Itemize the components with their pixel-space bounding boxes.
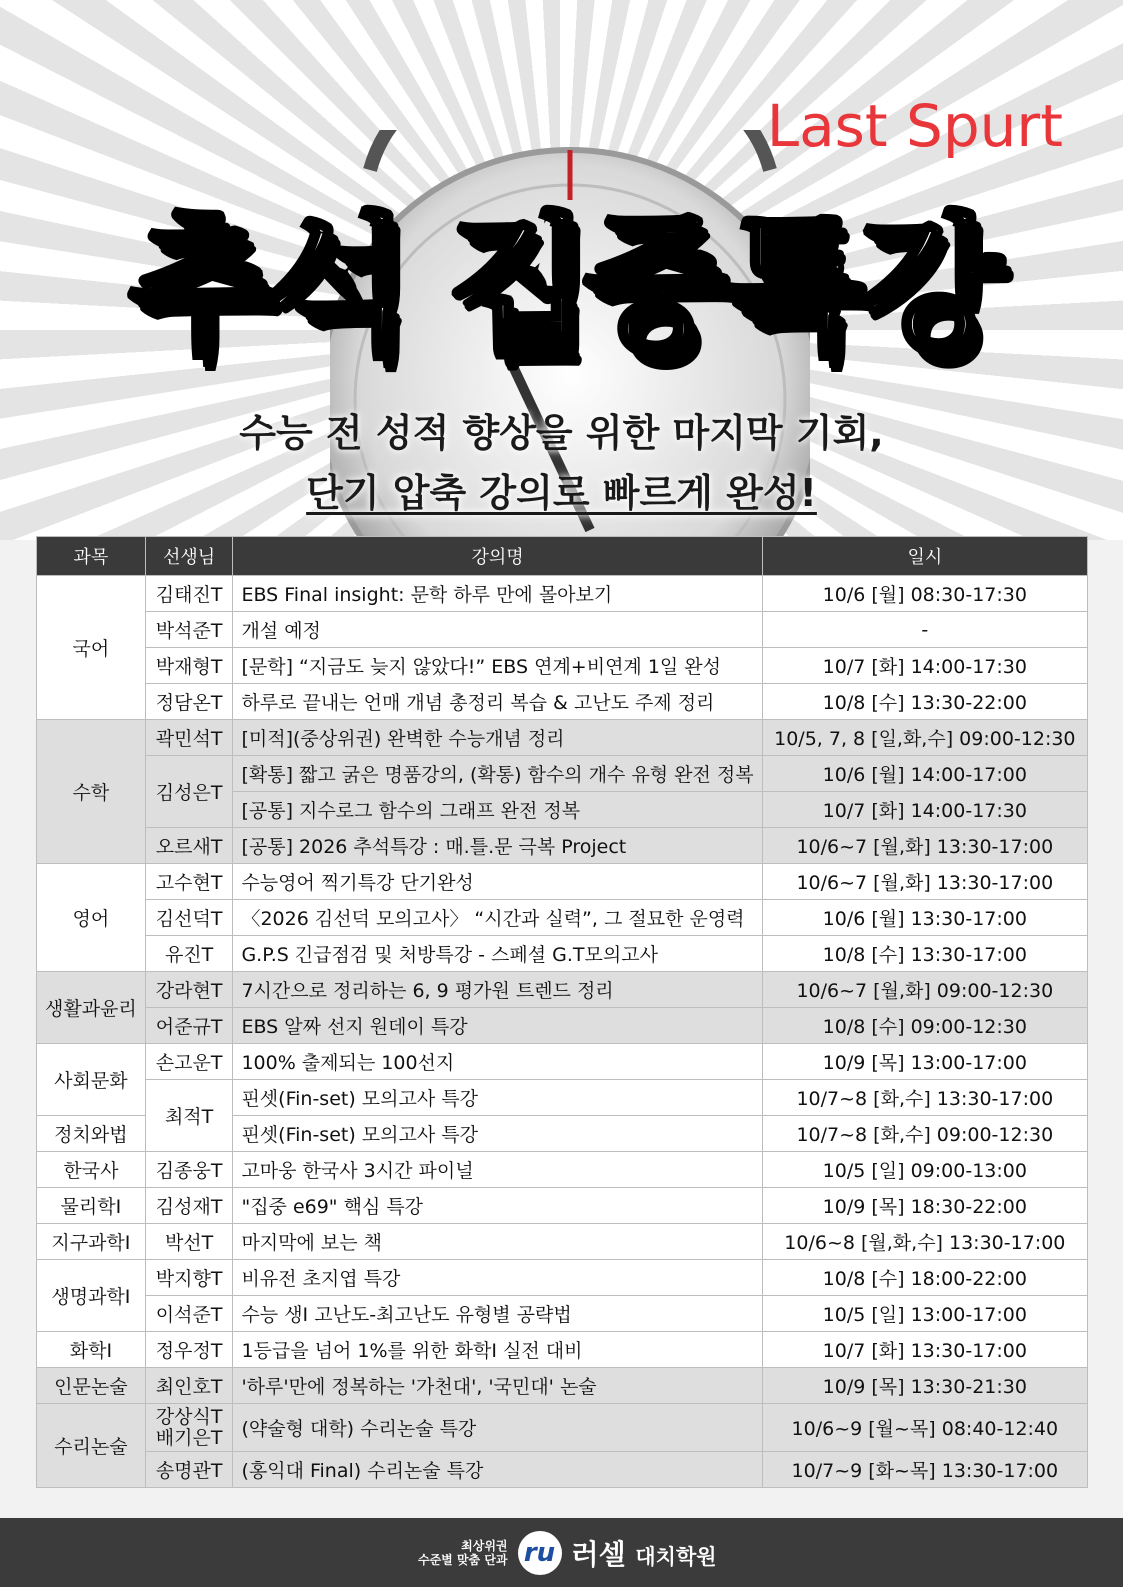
header-teacher: 선생님 [145,537,233,576]
subject-cell: 화학I [37,1332,146,1368]
table-row [37,1368,1088,1404]
date-cell: 10/9 [목] 13:30-21:30 [762,1368,1087,1404]
teacher-cell: 박재형T [145,648,233,684]
academy-logo [418,1531,717,1575]
brand-name: 러셀 [571,1538,626,1571]
table-row [37,648,1088,684]
lecture-cell: 비유전 초지엽 특강 [233,1260,762,1296]
date-cell: 10/7 [화] 13:30-17:00 [762,1332,1087,1368]
lecture-cell: (약술형 대학) 수리논술 특강 [233,1404,762,1452]
teacher-cell: 김성은T [145,756,233,828]
subject-cell: 인문논술 [37,1368,146,1404]
table-row [37,612,1088,648]
teacher-name: 배기은T [155,1426,223,1449]
lecture-cell: 하루로 끝내는 언매 개념 총정리 복습 & 고난도 주제 정리 [233,684,762,720]
logo-tagline-1: 최상위권 [461,1539,508,1553]
tagline: Last Spurt [766,92,1063,160]
header-date: 일시 [762,537,1087,576]
teacher-cell: 정우정T [145,1332,233,1368]
table-row [37,1452,1088,1488]
date-cell: - [762,612,1087,648]
lecture-cell: EBS Final insight: 문학 하루 만에 몰아보기 [233,576,762,612]
teacher-cell: 박선T [145,1224,233,1260]
teacher-cell: 박석준T [145,612,233,648]
date-cell: 10/6~7 [월,화] 13:30-17:00 [762,864,1087,900]
date-cell: 10/9 [목] 18:30-22:00 [762,1188,1087,1224]
date-cell: 10/7~8 [화,수] 09:00-12:30 [762,1116,1087,1152]
lecture-cell: 수능영어 찍기특강 단기완성 [233,864,762,900]
table-row [37,1188,1088,1224]
table-row [37,972,1088,1008]
logo-brand [572,1533,717,1573]
date-cell: 10/5 [일] 09:00-13:00 [762,1152,1087,1188]
date-cell: 10/6~8 [월,화,수] 13:30-17:00 [762,1224,1087,1260]
table-row [37,828,1088,864]
header-subject: 과목 [37,537,146,576]
subject-cell: 수리논술 [37,1404,146,1488]
table-row [37,1332,1088,1368]
page-title: 추석 집중특강 [128,200,995,374]
table-row [37,1152,1088,1188]
lecture-cell: [공통] 지수로그 함수의 그래프 완전 정복 [233,792,762,828]
date-cell: 10/6 [월] 08:30-17:30 [762,576,1087,612]
teacher-cell: 박지향T [145,1260,233,1296]
lecture-cell: [공통] 2026 추석특강 : 매.틀.문 극복 Project [233,828,762,864]
teacher-cell: 손고운T [145,1044,233,1080]
lecture-cell: 핀셋(Fin-set) 모의고사 특강 [233,1116,762,1152]
teacher-cell: 강라현T [145,972,233,1008]
date-cell: 10/8 [수] 18:00-22:00 [762,1260,1087,1296]
branch-name: 대치학원 [635,1545,717,1569]
teacher-cell: 곽민석T [145,720,233,756]
lecture-cell: 수능 생I 고난도-최고난도 유형별 공략법 [233,1296,762,1332]
lecture-cell: 마지막에 보는 책 [233,1224,762,1260]
subtitle-line-1: 수능 전 성적 향상을 위한 마지막 기회, [239,411,884,455]
lecture-cell: (홍익대 Final) 수리논술 특강 [233,1452,762,1488]
subject-cell: 물리학I [37,1188,146,1224]
lecture-cell: [미적](중상위권) 완벽한 수능개념 정리 [233,720,762,756]
lecture-cell: EBS 알짜 선지 원데이 특강 [233,1008,762,1044]
subject-cell: 정치와법 [37,1116,146,1152]
table-row [37,1008,1088,1044]
table-row [37,1080,1088,1116]
subject-cell: 국어 [37,576,146,720]
date-cell: 10/9 [목] 13:00-17:00 [762,1044,1087,1080]
table-row [37,756,1088,792]
lecture-cell: "집중 e69" 핵심 특강 [233,1188,762,1224]
date-cell: 10/6 [월] 13:30-17:00 [762,900,1087,936]
date-cell: 10/8 [수] 13:30-17:00 [762,936,1087,972]
lecture-cell: 1등급을 넘어 1%를 위한 화학I 실전 대비 [233,1332,762,1368]
table-header-row [37,537,1088,576]
lecture-cell: 7시간으로 정리하는 6, 9 평가원 트렌드 정리 [233,972,762,1008]
subject-cell: 생활과윤리 [37,972,146,1044]
teacher-cell: 김태진T [145,576,233,612]
date-cell: 10/8 [수] 13:30-22:00 [762,684,1087,720]
table-row [37,720,1088,756]
logo-tagline [418,1539,508,1567]
table-row [37,1260,1088,1296]
table-row [37,1224,1088,1260]
date-cell: 10/5, 7, 8 [일,화,수] 09:00-12:30 [762,720,1087,756]
date-cell: 10/7 [화] 14:00-17:30 [762,792,1087,828]
teacher-cell: 고수현T [145,864,233,900]
teacher-cell: 최인호T [145,1368,233,1404]
subject-cell: 한국사 [37,1152,146,1188]
date-cell: 10/8 [수] 09:00-12:30 [762,1008,1087,1044]
teacher-cell: 오르새T [145,828,233,864]
table-row [37,576,1088,612]
table-row [37,1296,1088,1332]
table-row [37,936,1088,972]
teacher-cell: 김성재T [145,1188,233,1224]
lecture-cell: [문학] “지금도 늦지 않았다!” EBS 연계+비연계 1일 완성 [233,648,762,684]
logo-tagline-2: 수준별 맞춤 단과 [418,1553,508,1567]
logo-mark-icon: ru [518,1531,562,1575]
date-cell: 10/7 [화] 14:00-17:30 [762,648,1087,684]
teacher-cell: 최적T [145,1080,233,1152]
teacher-cell: 어준규T [145,1008,233,1044]
table-row [37,684,1088,720]
subject-cell: 사회문화 [37,1044,146,1116]
table-row [37,864,1088,900]
table-row [37,900,1088,936]
date-cell: 10/7~9 [화~목] 13:30-17:00 [762,1452,1087,1488]
date-cell: 10/6 [월] 14:00-17:00 [762,756,1087,792]
header-lecture: 강의명 [233,537,762,576]
lecture-cell: 〈2026 김선덕 모의고사〉 “시간과 실력”, 그 절묘한 운영력 [233,900,762,936]
lecture-cell: G.P.S 긴급점검 및 처방특강 - 스페셜 G.T모의고사 [233,936,762,972]
subject-cell: 수학 [37,720,146,864]
date-cell: 10/6~7 [월,화] 13:30-17:00 [762,828,1087,864]
lecture-cell: 100% 출제되는 100선지 [233,1044,762,1080]
teacher-cell: 김선덕T [145,900,233,936]
schedule-table [36,536,1088,1488]
subject-cell: 생명과학I [37,1260,146,1332]
teacher-cell: 정담온T [145,684,233,720]
date-cell: 10/7~8 [화,수] 13:30-17:00 [762,1080,1087,1116]
subject-cell: 지구과학I [37,1224,146,1260]
date-cell: 10/6~7 [월,화] 09:00-12:30 [762,972,1087,1008]
lecture-cell: 고마웅 한국사 3시간 파이널 [233,1152,762,1188]
teacher-cell: 김종웅T [145,1152,233,1188]
date-cell: 10/6~9 [월~목] 08:40-12:40 [762,1404,1087,1452]
hero-banner [0,0,1123,540]
teacher-cell: 이석준T [145,1296,233,1332]
teacher-cell: 유진T [145,936,233,972]
date-cell: 10/5 [일] 13:00-17:00 [762,1296,1087,1332]
table-row [37,1044,1088,1080]
lecture-cell: 핀셋(Fin-set) 모의고사 특강 [233,1080,762,1116]
teacher-cell: 송명관T [145,1452,233,1488]
teacher-name: 강상식T [155,1405,223,1428]
subject-cell: 영어 [37,864,146,972]
lecture-cell: 개설 예정 [233,612,762,648]
lecture-cell: '하루'만에 정복하는 '가천대', '국민대' 논술 [233,1368,762,1404]
subtitle-line-2: 단기 압축 강의로 빠르게 완성! [306,471,817,515]
table-row [37,1404,1088,1452]
lecture-cell: [확통] 짧고 굵은 명품강의, (확통) 함수의 개수 유형 완전 정복 [233,756,762,792]
teacher-cell [145,1404,233,1452]
